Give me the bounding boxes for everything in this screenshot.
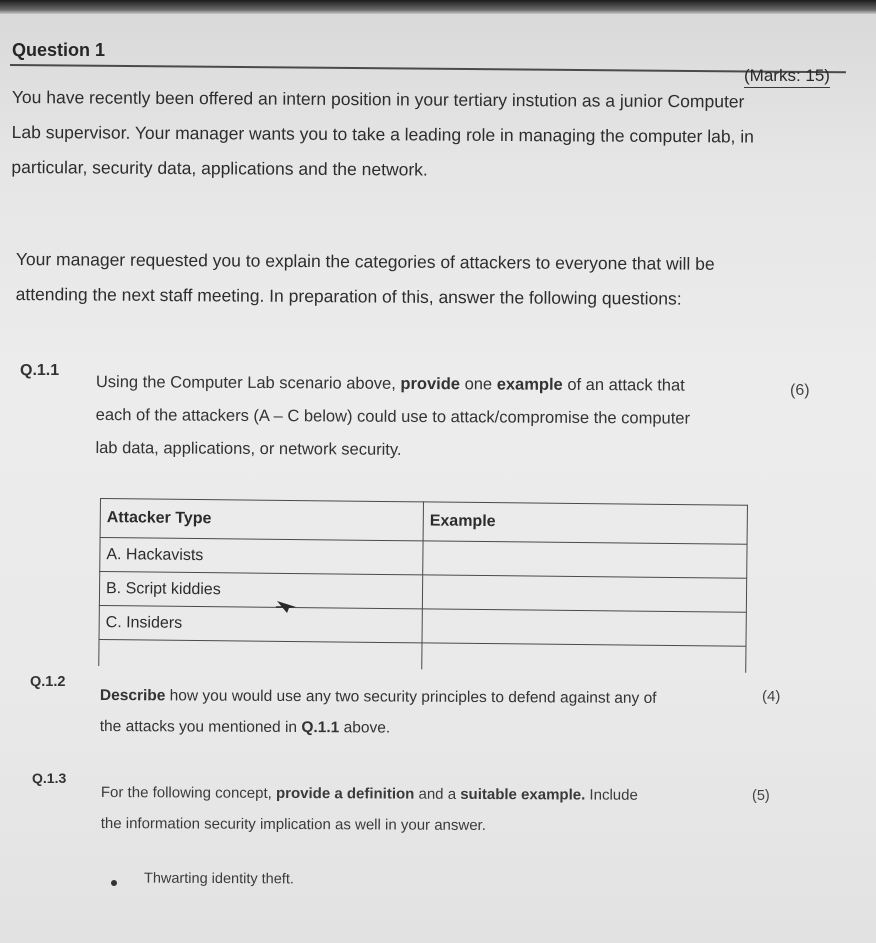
example-cell[interactable] (423, 541, 747, 578)
q1-3-number: Q.1.3 (32, 770, 67, 786)
empty-cell (99, 639, 422, 669)
request-line: Your manager requested you to explain the categories of attackers to everyone that will be (15, 248, 715, 274)
q1-1-number: Q.1.1 (20, 362, 60, 379)
q1-2-bold-ref: Q.1.1 (301, 719, 340, 737)
q1-3-text (101, 777, 638, 842)
question-title: Question 1 (12, 40, 106, 60)
scenario-paragraph (11, 80, 754, 190)
attacker-cell: B. Script kiddies (99, 572, 422, 609)
q1-3-bold-definition: provide a definition (275, 784, 415, 803)
q1-2-text-part: above. (339, 719, 391, 737)
attacker-table-wrapper (98, 498, 748, 673)
scenario-line: Lab supervisor. Your manager wants you to take a leading role in managing the computer lab, in (11, 121, 755, 147)
q1-3-text-part: Include (585, 786, 638, 804)
q1-3-marks: (5) (752, 788, 770, 804)
attacker-cell: A. Hackavists (100, 538, 423, 575)
table-row-empty (99, 639, 746, 672)
q1-1-bold-provide: provide (400, 374, 461, 394)
q1-3-line (101, 777, 638, 811)
q1-1-bold-example: example (496, 375, 563, 394)
scenario-line: particular, security data, applications and the network. (11, 156, 428, 180)
q1-1-text-part: of an attack that (562, 375, 685, 395)
q1-1-line: each of the attackers (A – C below) could use to attack/compromise the computer (95, 405, 691, 428)
bullet-item: Thwarting identity theft. (143, 870, 294, 888)
example-cell[interactable] (422, 575, 746, 612)
table-header-row (100, 499, 747, 545)
q1-3-text-part: For the following concept, (100, 783, 277, 802)
q1-1-text (95, 366, 690, 469)
q1-1-line (96, 366, 690, 403)
q1-2-bold-describe: Describe (99, 686, 166, 705)
bullet-icon (111, 880, 117, 886)
q1-3-text-part: and a (414, 785, 461, 803)
scenario-line: You have recently been offered an intern position in your tertiary instution as a junior Computer (11, 86, 745, 112)
q1-1-text-part: Using the Computer Lab scenario above, (95, 372, 401, 393)
q1-1-marks: (6) (790, 382, 810, 399)
document-page (0, 10, 876, 943)
q1-2-line (100, 680, 657, 714)
attacker-table (98, 498, 748, 673)
q1-3-bold-example: suitable example. (460, 785, 586, 804)
q1-2-number: Q.1.2 (30, 674, 66, 690)
q1-1-line: lab data, applications, or network security. (95, 438, 402, 459)
request-paragraph (16, 242, 715, 317)
mouse-cursor-icon (276, 600, 298, 614)
q1-2-text-part: how you would use any two security principles to defend against any of (165, 687, 657, 707)
request-line: attending the next staff meeting. In preparation of this, answer the following questions: (15, 283, 682, 309)
q1-1-text-part: one (459, 375, 497, 394)
q1-2-text-part: the attacks you mentioned in (99, 717, 302, 737)
q1-2-line (100, 711, 657, 745)
example-cell[interactable] (422, 609, 746, 646)
q1-2-marks: (4) (762, 688, 781, 705)
heading-underline (10, 64, 846, 73)
attacker-cell: C. Insiders (99, 605, 422, 642)
q1-2-text (100, 680, 657, 745)
header-attacker-type: Attacker Type (100, 499, 423, 541)
total-marks: (Marks: 15) (744, 66, 830, 88)
q1-3-line: the information security implication as well in your answer. (100, 814, 486, 835)
header-example: Example (423, 502, 747, 544)
empty-cell (422, 643, 746, 673)
